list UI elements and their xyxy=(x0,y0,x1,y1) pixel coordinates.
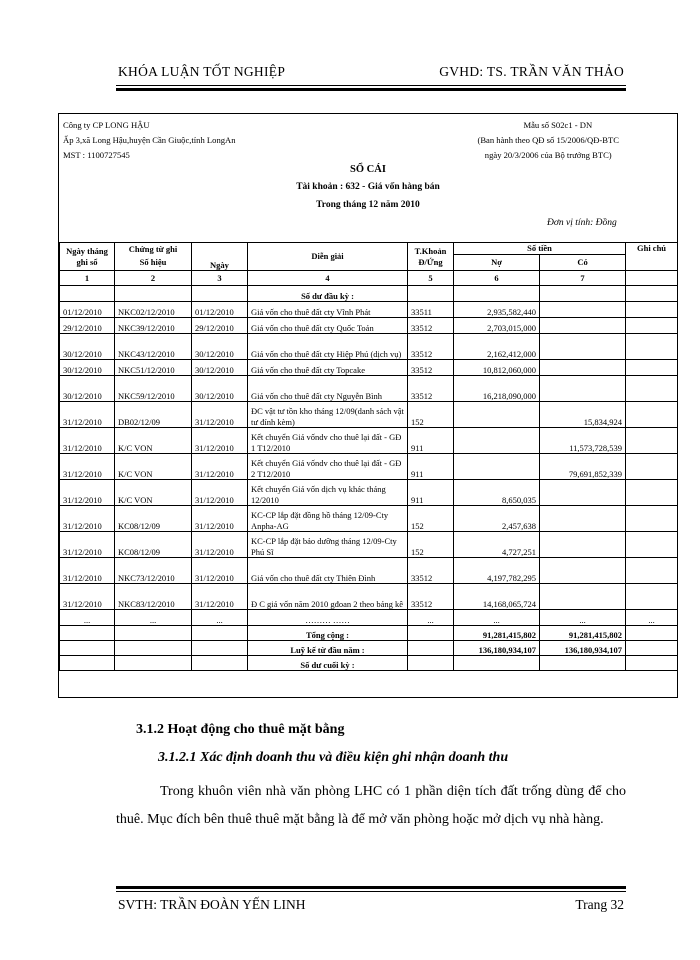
description-cell: Kết chuyển Giá vốndv cho thuê lại đất - GĐ 2 T12/2010 xyxy=(248,454,408,480)
voucher-date-cell: 31/12/2010 xyxy=(192,584,248,610)
ledger-account: Tài khoản : 632 - Giá vốn hàng bán xyxy=(296,182,440,192)
credit-cell xyxy=(540,376,626,402)
empty-cell xyxy=(115,641,192,656)
credit-cell xyxy=(540,506,626,532)
col-header-date: Ngày tháng ghi sổ xyxy=(60,243,115,271)
contra-account-cell: 152 xyxy=(408,402,454,428)
company-address: Ấp 3,xã Long Hậu,huyện Cần Giuộc,tỉnh LongAn xyxy=(63,135,236,145)
voucher-date-cell: 30/12/2010 xyxy=(192,334,248,360)
empty-cell xyxy=(626,656,678,671)
empty-cell xyxy=(60,641,115,656)
contra-account-cell: 911 xyxy=(408,480,454,506)
voucher-date-cell: 31/12/2010 xyxy=(192,480,248,506)
form-number: Mẫu số S02c1 - DN xyxy=(523,120,593,130)
posting-date-cell: 01/12/2010 xyxy=(60,302,115,318)
posting-date-cell: 29/12/2010 xyxy=(60,318,115,334)
ellipsis-cell: ... xyxy=(60,610,115,626)
voucher-no-cell: NKC43/12/2010 xyxy=(115,334,192,360)
note-cell xyxy=(626,334,678,360)
credit-cell xyxy=(540,360,626,376)
col-header-credit: Có xyxy=(540,254,626,271)
voucher-date-cell: 29/12/2010 xyxy=(192,318,248,334)
empty-cell xyxy=(408,626,454,641)
empty-cell xyxy=(626,626,678,641)
ellipsis-cell: ... xyxy=(192,610,248,626)
total-row xyxy=(60,626,678,641)
note-cell xyxy=(626,360,678,376)
index-cell: 6 xyxy=(454,271,540,286)
col-header-desc: Diễn giải xyxy=(248,243,408,271)
contra-account-cell: 911 xyxy=(408,454,454,480)
posting-date-cell: 31/12/2010 xyxy=(60,532,115,558)
voucher-date-cell: 31/12/2010 xyxy=(192,454,248,480)
footer-rule xyxy=(116,891,626,892)
credit-cell xyxy=(540,334,626,360)
header-advisor: GVHD: TS. TRẦN VĂN THẢO xyxy=(439,64,624,79)
section-subheading: 3.1.2.1 Xác định doanh thu và điều kiện ghi nhận doanh thu xyxy=(158,750,509,765)
voucher-no-cell: K/C VON xyxy=(115,454,192,480)
header-rule xyxy=(116,85,626,86)
col-header-voucher-no: Số hiệu xyxy=(115,254,192,271)
voucher-no-cell: KC08/12/09 xyxy=(115,506,192,532)
debit-cell: 14,168,065,724 xyxy=(454,584,540,610)
voucher-no-cell: DB02/12/09 xyxy=(115,402,192,428)
contra-account-cell: 152 xyxy=(408,506,454,532)
company-info xyxy=(63,118,236,163)
description-cell: KC-CP lắp đặt bảo dưỡng tháng 12/09-Cty Phú Sĩ xyxy=(248,532,408,558)
posting-date-cell: 31/12/2010 xyxy=(60,480,115,506)
ellipsis-cell: ... xyxy=(454,610,540,626)
cumulative-row-label: Luỹ kế từ đầu năm : xyxy=(248,641,408,656)
table-row xyxy=(60,428,678,454)
cumulative-row-debit: 136,180,934,107 xyxy=(454,641,540,656)
debit-cell: 2,457,638 xyxy=(454,506,540,532)
description-cell: ĐC vật tư tồn kho tháng 12/09(danh sách vật tư đính kèm) xyxy=(248,402,408,428)
ellipsis-cell: ... xyxy=(408,610,454,626)
total-row-debit: 91,281,415,802 xyxy=(454,626,540,641)
cumulative-row-credit: 136,180,934,107 xyxy=(540,641,626,656)
empty-cell xyxy=(626,641,678,656)
voucher-no-cell: NKC73/12/2010 xyxy=(115,558,192,584)
total-row-credit: 91,281,415,802 xyxy=(540,626,626,641)
posting-date-cell: 31/12/2010 xyxy=(60,558,115,584)
note-cell xyxy=(626,454,678,480)
credit-cell xyxy=(540,558,626,584)
footer-rule-thick xyxy=(116,886,626,889)
index-cell: 5 xyxy=(408,271,454,286)
description-cell: Đ C giá vốn năm 2010 gđoan 2 theo bảng kê xyxy=(248,584,408,610)
credit-cell: 11,573,728,539 xyxy=(540,428,626,454)
table-row xyxy=(60,584,678,610)
posting-date-cell: 30/12/2010 xyxy=(60,334,115,360)
note-cell xyxy=(626,558,678,584)
credit-cell: 79,691,852,339 xyxy=(540,454,626,480)
empty-cell xyxy=(115,626,192,641)
description-cell: Giá vốn cho thuê đất cty Hiệp Phú (dịch vụ) xyxy=(248,334,408,360)
description-cell: Giá vốn cho thuê đất cty Thiên Đình xyxy=(248,558,408,584)
description-cell: Giá vốn cho thuê đất cty Topcake xyxy=(248,360,408,376)
table-row xyxy=(60,302,678,318)
posting-date-cell: 31/12/2010 xyxy=(60,506,115,532)
posting-date-cell: 30/12/2010 xyxy=(60,376,115,402)
empty-cell xyxy=(192,626,248,641)
empty-cell xyxy=(192,641,248,656)
debit-cell: 2,162,412,000 xyxy=(454,334,540,360)
footer-page-number: Trang 32 xyxy=(575,897,624,912)
contra-account-cell: 33512 xyxy=(408,558,454,584)
contra-account-cell: 911 xyxy=(408,428,454,454)
col-header-note: Ghi chú xyxy=(626,243,678,271)
voucher-date-cell: 30/12/2010 xyxy=(192,376,248,402)
table-row xyxy=(60,402,678,428)
form-note: (Ban hành theo QĐ số 15/2006/QĐ-BTC xyxy=(477,135,619,145)
posting-date-cell: 31/12/2010 xyxy=(60,454,115,480)
company-tax-code: MST : 1100727545 xyxy=(63,150,130,160)
note-cell xyxy=(626,506,678,532)
debit-cell: 16,218,090,000 xyxy=(454,376,540,402)
empty-cell xyxy=(60,656,115,671)
empty-cell xyxy=(192,656,248,671)
note-cell xyxy=(626,584,678,610)
col-header-voucher: Chứng từ ghi xyxy=(115,243,192,255)
index-cell: 3 xyxy=(192,271,248,286)
debit-cell: 4,727,251 xyxy=(454,532,540,558)
ledger-table xyxy=(59,242,678,671)
ellipsis-row xyxy=(60,610,678,626)
debit-cell: 2,703,015,000 xyxy=(454,318,540,334)
ledger-unit: Đơn vị tính: Đồng xyxy=(547,218,617,228)
voucher-no-cell: K/C VON xyxy=(115,428,192,454)
debit-cell: 10,812,060,000 xyxy=(454,360,540,376)
table-header-row xyxy=(60,243,678,255)
closing-balance-row-debit xyxy=(454,656,540,671)
posting-date-cell: 31/12/2010 xyxy=(60,428,115,454)
closing-balance-row xyxy=(60,656,678,671)
empty-cell xyxy=(115,656,192,671)
note-cell xyxy=(626,532,678,558)
section-heading: 3.1.2 Hoạt động cho thuê mặt bằng xyxy=(136,722,345,737)
table-row xyxy=(60,334,678,360)
debit-cell xyxy=(454,428,540,454)
posting-date-cell: 30/12/2010 xyxy=(60,360,115,376)
index-cell: 1 xyxy=(60,271,115,286)
ellipsis-cell: ... xyxy=(115,610,192,626)
section-paragraph: Trong khuôn viên nhà văn phòng LHC có 1 phần diện tích đất trống dùng để cho thuê. Mục đích bên thuê thuê mặt bằng là để mở văn phòng hoặc mở dịch vụ nhà hàng. xyxy=(116,784,626,827)
description-cell: Giá vốn cho thuê đất cty Quốc Toản xyxy=(248,318,408,334)
table-row xyxy=(60,360,678,376)
empty-cell xyxy=(60,626,115,641)
note-cell xyxy=(626,302,678,318)
ledger-title: SỔ CÁI xyxy=(350,164,386,175)
table-row xyxy=(60,454,678,480)
form-note-date: ngày 20/3/2006 của Bộ trưởng BTC) xyxy=(484,150,612,160)
table-row xyxy=(60,318,678,334)
ellipsis-cell: ... xyxy=(626,610,678,626)
voucher-no-cell: K/C VON xyxy=(115,480,192,506)
table-row xyxy=(60,376,678,402)
voucher-date-cell: 31/12/2010 xyxy=(192,402,248,428)
index-cell: 7 xyxy=(540,271,626,286)
col-header-contra: T.Khoản Đ/Ứng xyxy=(408,243,454,271)
voucher-no-cell: NKC02/12/2010 xyxy=(115,302,192,318)
voucher-no-cell: NKC39/12/2010 xyxy=(115,318,192,334)
ledger-period: Trong tháng 12 năm 2010 xyxy=(316,200,420,210)
opening-balance-label: Số dư đầu kỳ : xyxy=(248,286,408,302)
description-cell: Giá vốn cho thuê đất cty Vĩnh Phát xyxy=(248,302,408,318)
contra-account-cell: 33512 xyxy=(408,318,454,334)
contra-account-cell: 33512 xyxy=(408,584,454,610)
table-row xyxy=(60,480,678,506)
company-name: Công ty CP LONG HẬU xyxy=(63,120,150,130)
voucher-no-cell: NKC51/12/2010 xyxy=(115,360,192,376)
col-header-voucher-date: Ngày xyxy=(192,243,248,271)
contra-account-cell: 152 xyxy=(408,532,454,558)
voucher-date-cell: 31/12/2010 xyxy=(192,506,248,532)
posting-date-cell: 31/12/2010 xyxy=(60,584,115,610)
voucher-date-cell: 31/12/2010 xyxy=(192,428,248,454)
cumulative-row xyxy=(60,641,678,656)
footer-student: SVTH: TRẦN ĐOÀN YẾN LINH xyxy=(118,897,306,912)
credit-cell xyxy=(540,480,626,506)
closing-balance-row-label: Số dư cuối kỳ : xyxy=(248,656,408,671)
description-cell: Kết chuyển Giá vốndv cho thuê lại đất - GĐ 1 T12/2010 xyxy=(248,428,408,454)
voucher-no-cell: NKC59/12/2010 xyxy=(115,376,192,402)
debit-cell xyxy=(454,402,540,428)
form-info xyxy=(477,118,619,163)
ledger-document xyxy=(58,113,678,698)
contra-account-cell: 33512 xyxy=(408,360,454,376)
contra-account-cell: 33512 xyxy=(408,334,454,360)
header-rule-thick xyxy=(116,88,626,91)
credit-cell: 15,834,924 xyxy=(540,402,626,428)
ellipsis-cell: ... xyxy=(540,610,626,626)
contra-account-cell: 33511 xyxy=(408,302,454,318)
voucher-date-cell: 31/12/2010 xyxy=(192,532,248,558)
note-cell xyxy=(626,402,678,428)
description-cell: KC-CP lắp đặt đồng hồ tháng 12/09-Cty Anpha-AG xyxy=(248,506,408,532)
debit-cell: 8,650,035 xyxy=(454,480,540,506)
note-cell xyxy=(626,376,678,402)
table-row xyxy=(60,558,678,584)
opening-balance-row xyxy=(60,286,678,302)
debit-cell: 2,935,582,440 xyxy=(454,302,540,318)
ellipsis-cell: ……… …… xyxy=(248,610,408,626)
description-cell: Giá vốn cho thuê đất cty Nguyễn Bình xyxy=(248,376,408,402)
posting-date-cell: 31/12/2010 xyxy=(60,402,115,428)
table-row xyxy=(60,506,678,532)
debit-cell: 4,197,782,295 xyxy=(454,558,540,584)
index-cell: 4 xyxy=(248,271,408,286)
description-cell: Kết chuyển Giá vốn dịch vụ khác tháng 12/2010 xyxy=(248,480,408,506)
index-cell: 2 xyxy=(115,271,192,286)
credit-cell xyxy=(540,584,626,610)
closing-balance-row-credit xyxy=(540,656,626,671)
contra-account-cell: 33512 xyxy=(408,376,454,402)
col-header-amount: Số tiền xyxy=(454,243,626,255)
col-header-debit: Nợ xyxy=(454,254,540,271)
total-row-label: Tổng cộng : xyxy=(248,626,408,641)
empty-cell xyxy=(408,641,454,656)
voucher-no-cell: KC08/12/09 xyxy=(115,532,192,558)
voucher-no-cell: NKC83/12/2010 xyxy=(115,584,192,610)
voucher-date-cell: 01/12/2010 xyxy=(192,302,248,318)
credit-cell xyxy=(540,532,626,558)
credit-cell xyxy=(540,318,626,334)
index-cell xyxy=(626,271,678,286)
voucher-date-cell: 31/12/2010 xyxy=(192,558,248,584)
column-index-row xyxy=(60,271,678,286)
table-row xyxy=(60,532,678,558)
note-cell xyxy=(626,428,678,454)
credit-cell xyxy=(540,302,626,318)
voucher-date-cell: 30/12/2010 xyxy=(192,360,248,376)
empty-cell xyxy=(408,656,454,671)
header-thesis-title: KHÓA LUẬN TỐT NGHIỆP xyxy=(118,64,286,79)
debit-cell xyxy=(454,454,540,480)
note-cell xyxy=(626,480,678,506)
note-cell xyxy=(626,318,678,334)
